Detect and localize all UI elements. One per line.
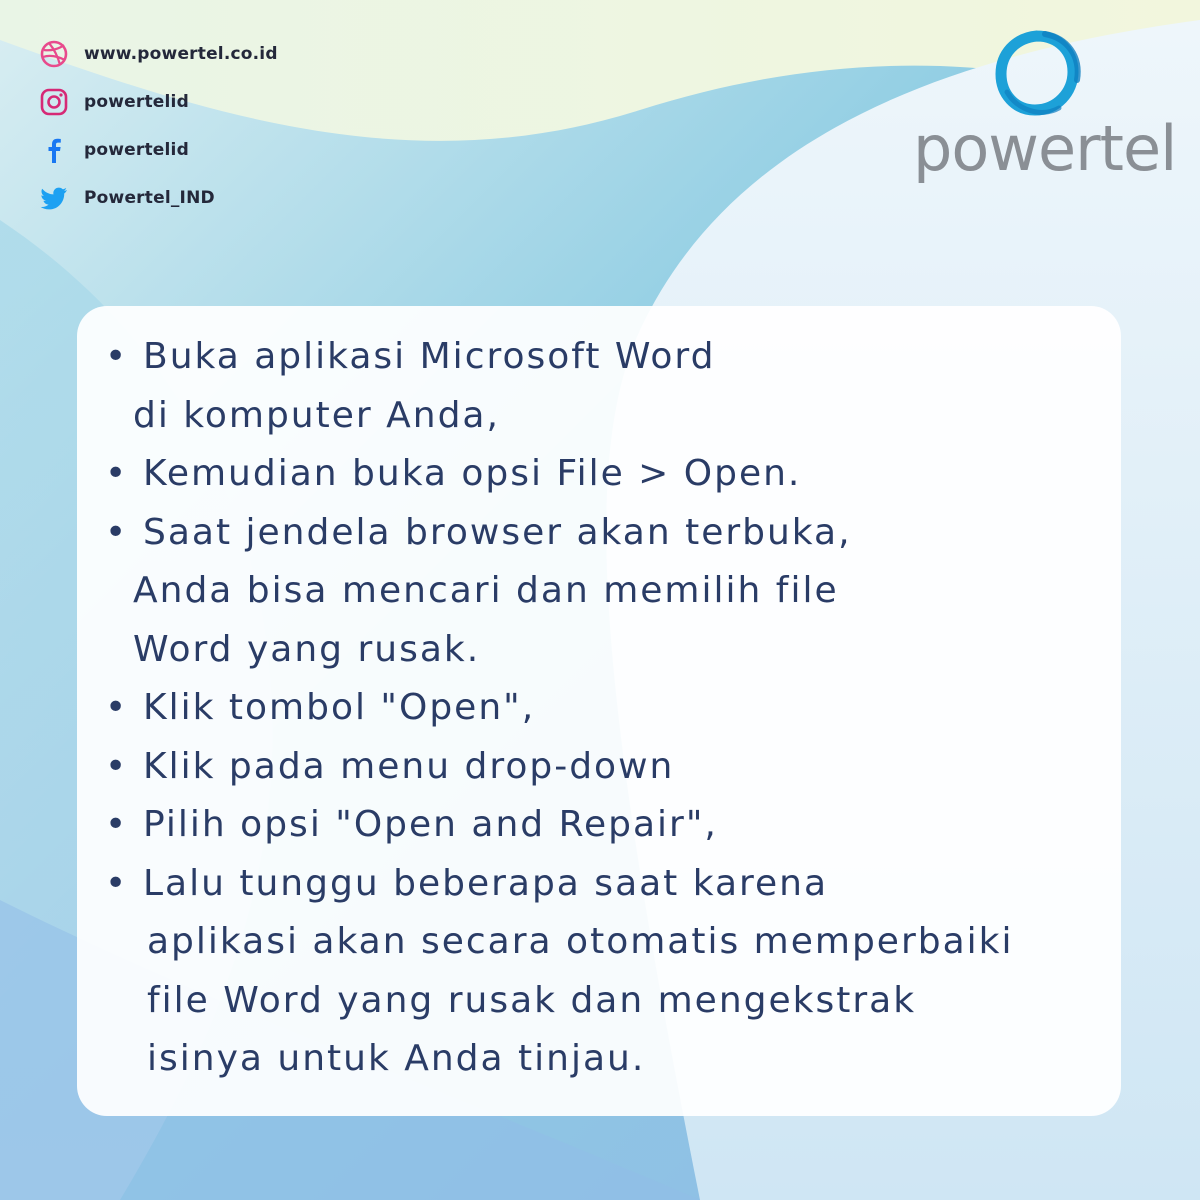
social-row-facebook[interactable] — [36, 126, 366, 174]
logo-ring-icon — [987, 30, 1087, 118]
step-line: Lalu tunggu beberapa saat karena — [143, 862, 829, 904]
step-item — [105, 855, 1014, 1089]
step-item — [105, 445, 1014, 504]
instruction-steps — [105, 328, 1014, 1089]
step-line: isinya untuk Anda tinjau. — [147, 1038, 646, 1079]
step-line: file Word yang rusak dan mengekstrak — [147, 979, 917, 1021]
social-links — [36, 30, 366, 222]
step-line: Anda bisa mencari dan memilih file — [133, 570, 839, 611]
twitter-handle[interactable]: Powertel_IND — [84, 188, 215, 208]
logo-wordmark: powertel — [913, 112, 1177, 185]
bullet-icon: • — [105, 745, 129, 787]
bullet-icon: • — [105, 687, 129, 728]
facebook-icon — [36, 132, 72, 168]
step-item — [105, 328, 1014, 445]
bullet-icon: • — [105, 336, 129, 377]
step-line: Kemudian buka opsi File > Open. — [143, 453, 802, 494]
step-item — [105, 796, 1014, 855]
step-line: aplikasi akan secara otomatis memperbaiki — [147, 921, 1014, 962]
bullet-icon: • — [105, 804, 129, 845]
bullet-icon: • — [105, 511, 129, 553]
step-line: di komputer Anda, — [133, 394, 500, 436]
step-line: Buka aplikasi Microsoft Word — [143, 336, 716, 377]
step-line: Saat jendela browser akan terbuka, — [143, 511, 852, 553]
step-item — [105, 738, 1014, 797]
twitter-icon — [36, 180, 72, 216]
facebook-handle[interactable]: powertelid — [84, 140, 189, 160]
instagram-handle[interactable]: powertelid — [84, 92, 189, 112]
step-line: Word yang rusak. — [133, 628, 481, 670]
social-row-twitter[interactable] — [36, 174, 366, 222]
step-item — [105, 504, 1014, 680]
step-line: Klik pada menu drop-down — [143, 745, 675, 787]
social-row-instagram[interactable] — [36, 78, 366, 126]
instagram-icon — [36, 84, 72, 120]
bullet-icon: • — [105, 453, 129, 494]
social-row-website[interactable] — [36, 30, 366, 78]
website-link[interactable]: www.powertel.co.id — [84, 44, 278, 64]
powertel-logo — [905, 30, 1177, 185]
step-item — [105, 679, 1014, 738]
bullet-icon: • — [105, 862, 129, 904]
dribbble-icon — [36, 36, 72, 72]
step-line: Pilih opsi "Open and Repair", — [143, 804, 718, 845]
step-line: Klik tombol "Open", — [143, 687, 536, 728]
